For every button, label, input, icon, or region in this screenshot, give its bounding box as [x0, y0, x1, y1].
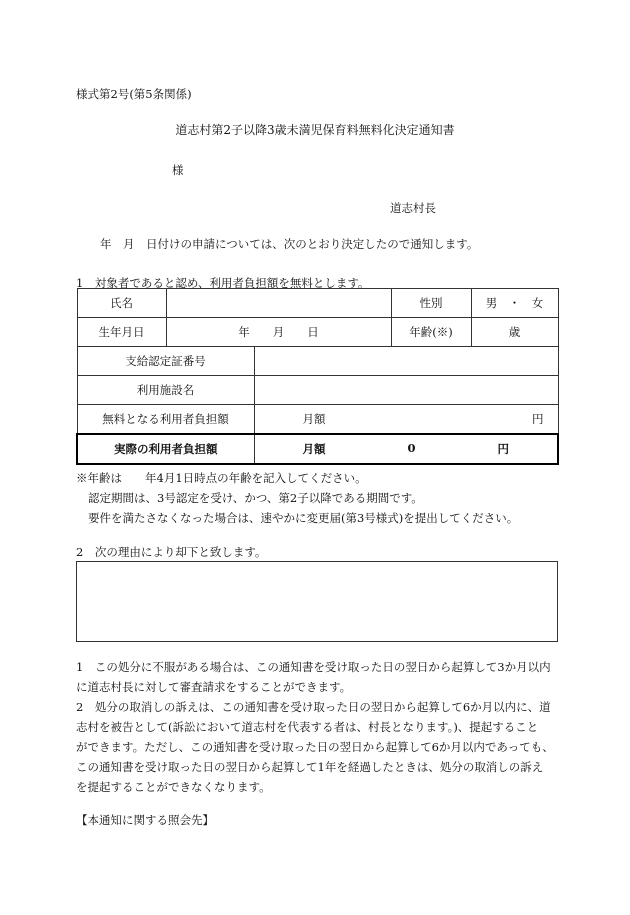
- notes: [76, 468, 518, 528]
- facility-field[interactable]: [254, 376, 558, 405]
- age-field[interactable]: 歳: [471, 318, 558, 347]
- table-row: [77, 434, 558, 464]
- free-month-label: 月額: [302, 412, 326, 426]
- free-amount-field[interactable]: [254, 405, 558, 435]
- section-1-heading: 1 対象者であると認め、利用者負担額を無料とします。: [76, 276, 370, 290]
- age-label: 年齢(※): [391, 318, 471, 347]
- appeal-rules: [76, 657, 558, 797]
- rule-line: この通知書を受け取った日の翌日から起算して1年を経過したときは、処分の取消しの訴え: [76, 760, 544, 774]
- facility-label: 利用施設名: [77, 376, 254, 405]
- recipient-table: [76, 288, 559, 465]
- table-row: [77, 289, 558, 318]
- dob-field[interactable]: 年 月 日: [166, 318, 391, 347]
- note-age: ※年齢は 年4月1日時点の年齢を記入してください。: [76, 471, 367, 485]
- actual-month-label: 月額: [302, 442, 326, 456]
- issuer: 道志村長: [390, 201, 436, 215]
- rule-line: を提起することができなくなります。: [76, 780, 271, 794]
- rejection-reason-box[interactable]: [76, 561, 558, 642]
- note-period: 認定期間は、3号認定を受け、かつ、第2子以降である期間です。: [88, 491, 423, 505]
- rule-line: 志村を被告として(訴訟において道志村を代表する者は、村長となります。)、提起すること: [76, 720, 539, 734]
- gender-label: 性別: [391, 289, 471, 318]
- table-row: [77, 347, 558, 376]
- free-yen-label: 円: [532, 412, 544, 426]
- section-2-heading: 2 次の理由により却下と致します。: [76, 545, 267, 559]
- actual-amount-label: 実際の利用者負担額: [77, 434, 254, 464]
- actual-yen-label: 円: [497, 442, 509, 456]
- intro-text: 年 月 日付けの申請については、次のとおり決定したので通知します。: [100, 237, 479, 251]
- rule-line: ができます。ただし、この通知書を受け取った日の翌日から起算して6か月以内であっても、: [76, 740, 554, 754]
- note-change: 要件を満たさなくなった場合は、速やかに変更届(第3号様式)を提出してください。: [88, 511, 519, 525]
- name-field[interactable]: [166, 289, 391, 318]
- rule-line: 1 この処分に不服がある場合は、この通知書を受け取った日の翌日から起算して3か月以内: [76, 660, 551, 674]
- inquiry-heading: 【本通知に関する照会先】: [76, 813, 214, 827]
- dob-label: 生年月日: [77, 318, 166, 347]
- rule-line: に道志村長に対して審査請求をすることができます。: [76, 680, 352, 694]
- addressee-suffix: 様: [172, 163, 184, 177]
- table-row: [77, 376, 558, 405]
- actual-amount-value: 0: [407, 441, 416, 455]
- cert-number-label: 支給認定証番号: [77, 347, 254, 376]
- cert-number-field[interactable]: [254, 347, 558, 376]
- form-number: 様式第2号(第5条関係): [76, 87, 192, 101]
- free-amount-label: 無料となる利用者負担額: [77, 405, 254, 435]
- gender-field[interactable]: 男 ・ 女: [471, 289, 558, 318]
- name-label: 氏名: [77, 289, 166, 318]
- rule-line: 2 処分の取消しの訴えは、この通知書を受け取った日の翌日から起算して6か月以内に、道: [76, 700, 551, 714]
- document-title: 道志村第2子以降3歳未満児保育料無料化決定通知書: [175, 123, 455, 137]
- table-row: [77, 318, 558, 347]
- actual-amount-field[interactable]: [254, 434, 558, 464]
- table-row: [77, 405, 558, 435]
